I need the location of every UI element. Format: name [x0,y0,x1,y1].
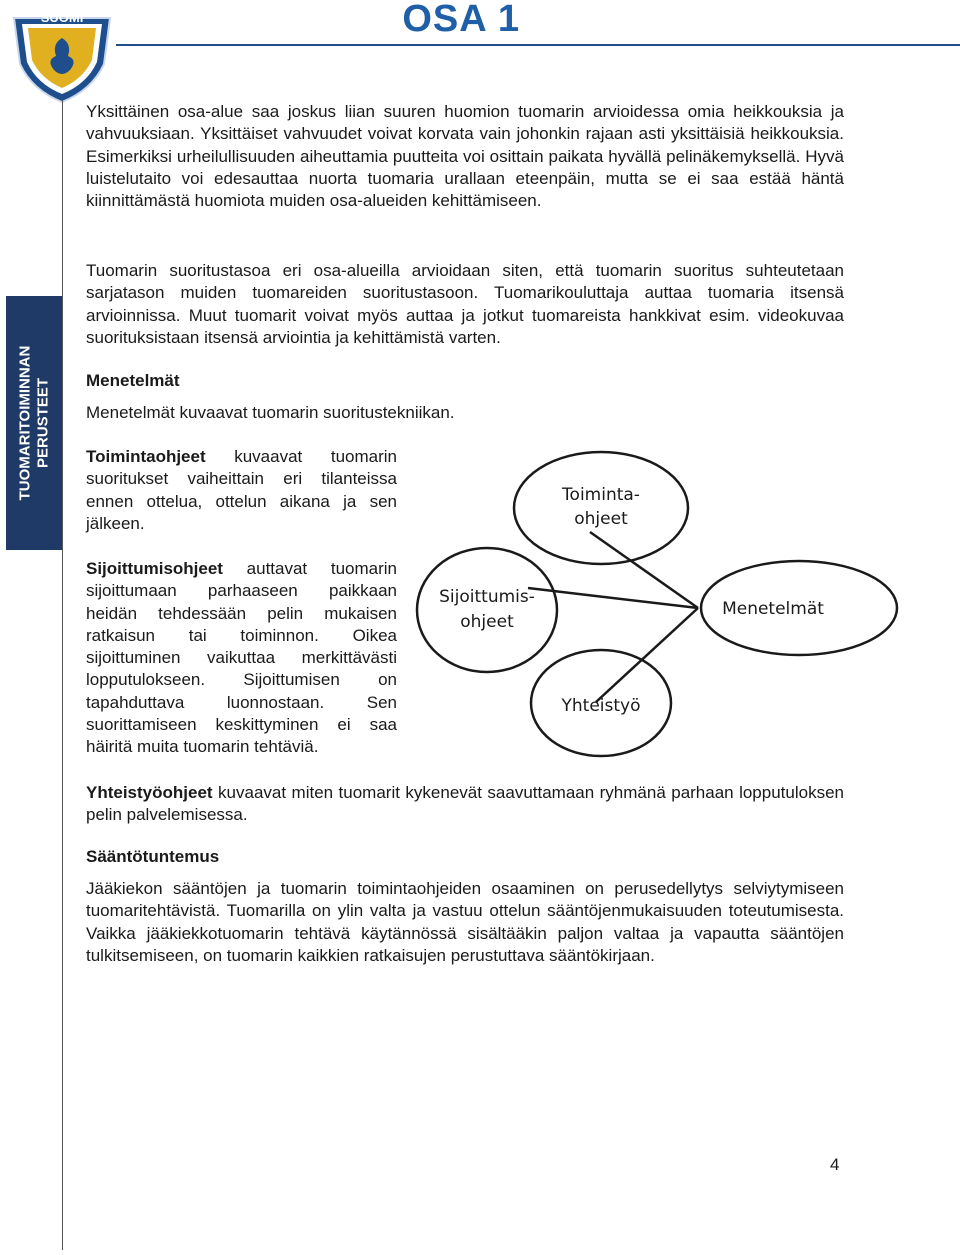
page-number: 4 [830,1155,840,1174]
yhteistyoohjeet-text: kuvaavat miten tuomarit kykenevät saavuttamaan ryhmänä parhaan lopputuloksen pelin palvelemisessa. [86,783,844,825]
paragraph-yhteistyoohjeet [86,782,844,827]
term-sijoittumisohjeet: Sijoittumisohjeet [86,559,223,578]
label-menetelmat: Menetelmät [722,599,824,619]
paragraph-toimintaohjeet [86,446,397,535]
toimintaohjeet-text: kuvaavat tuomarin suoritukset vaiheittain eri tilanteissa ennen ottelua, ottelun aikana ja sen jälkeen. [86,447,397,533]
header-rule [116,44,960,46]
connector-yhteistyo-menetelmat [596,608,698,702]
side-tab-line2: PERUSTEET [34,378,51,469]
label-toiminta-2: ohjeet [574,509,628,529]
side-tab-line1: TUOMARITOIMINNAN [16,345,33,501]
paragraph-menetelmat: Menetelmät kuvaavat tuomarin suoritustekniikan. [86,403,455,422]
label-sijoittumis-2: ohjeet [460,612,514,632]
sijoittumisohjeet-text: auttavat tuomarin sijoittumaan parhaaseen paikkaan heidän tehdessään pelin mukaisen ratkaisun tai toiminnon. Oikea sijoittuminen vaikuttaa merkittävästi lopputulokseen. Sijoittumisen on tapahduttava luonnostaan. Sen suorittamiseen keskittyminen ei saa häiritä muita tuomarin tehtäviä. [86,559,397,757]
node-sijoittumisohjeet [417,548,557,672]
node-toimintaohjeet [514,452,688,564]
label-sijoittumis-1: Sijoittumis- [439,587,535,607]
methods-diagram [400,440,960,760]
heading-menetelmat: Menetelmät [86,371,180,390]
page-title: OSA 1 [402,0,520,40]
paragraph-arviointi: Tuomarin suoritustasoa eri osa-alueilla arvioidaan siten, että tuomarin suoritus suhteutetaan sarjatason muiden tuomareiden suoritustasoon. Tuomarikouluttaja auttaa tuomaria itsensä arvioinnissa. Muut tuomarit voivat myös auttaa ja jotkut tuomareista hankkivat esim. videokuvaa suorituksistaan itsensä arviointia ja kehittämistä varten. [86,261,844,347]
term-toimintaohjeet: Toimintaohjeet [86,447,206,466]
paragraph-sijoittumisohjeet [86,558,397,759]
section-side-tab [6,296,62,550]
heading-saantotuntemus: Sääntötuntemus [86,847,220,866]
label-yhteistyo: Yhteistyö [561,696,641,716]
paragraph-osa-alueet: Yksittäinen osa-alue saa joskus liian suuren huomion tuomarin arvioidessa omia heikkouksia ja vahvuuksiaan. Yksittäiset vahvuudet voivat korvata vain johonkin rajaan asti yksittäisiä heikkouksia. Esimerkiksi urheilullisuuden aiheuttamia puutteita voi osittain paikata hyvällä pelinäkemyksellä. Hyvä luistelutaito voi edesauttaa nuorta tuomaria urallaan eteenpäin, mutta se ei saa estää häntä kiinnittämästä huomiota muiden osa-alueiden kehittämiseen. [86,102,844,211]
margin-line [62,100,63,1250]
term-yhteistyoohjeet: Yhteistyöohjeet [86,783,213,802]
label-toiminta-1: Toiminta- [562,485,640,505]
paragraph-saantotuntemus: Jääkiekon sääntöjen ja tuomarin toimintaohjeiden osaaminen on perusedellytys selviytymiseen tuomaritehtävistä. Tuomarilla on ylin valta ja vastuu ottelun sääntöjenmukaisuuden toteutumisesta. Vaikka jääkiekkotuomarin tehtävä käytännössä sisältääkin paljon valtaa ja vapautta sääntöjen tulkitsemiseen, on tuomarin kaikkien ratkaisujen perustuttava sääntökirjaan. [86,879,844,965]
suomi-logo [8,4,116,104]
logo-text: SUOMI [40,10,84,25]
